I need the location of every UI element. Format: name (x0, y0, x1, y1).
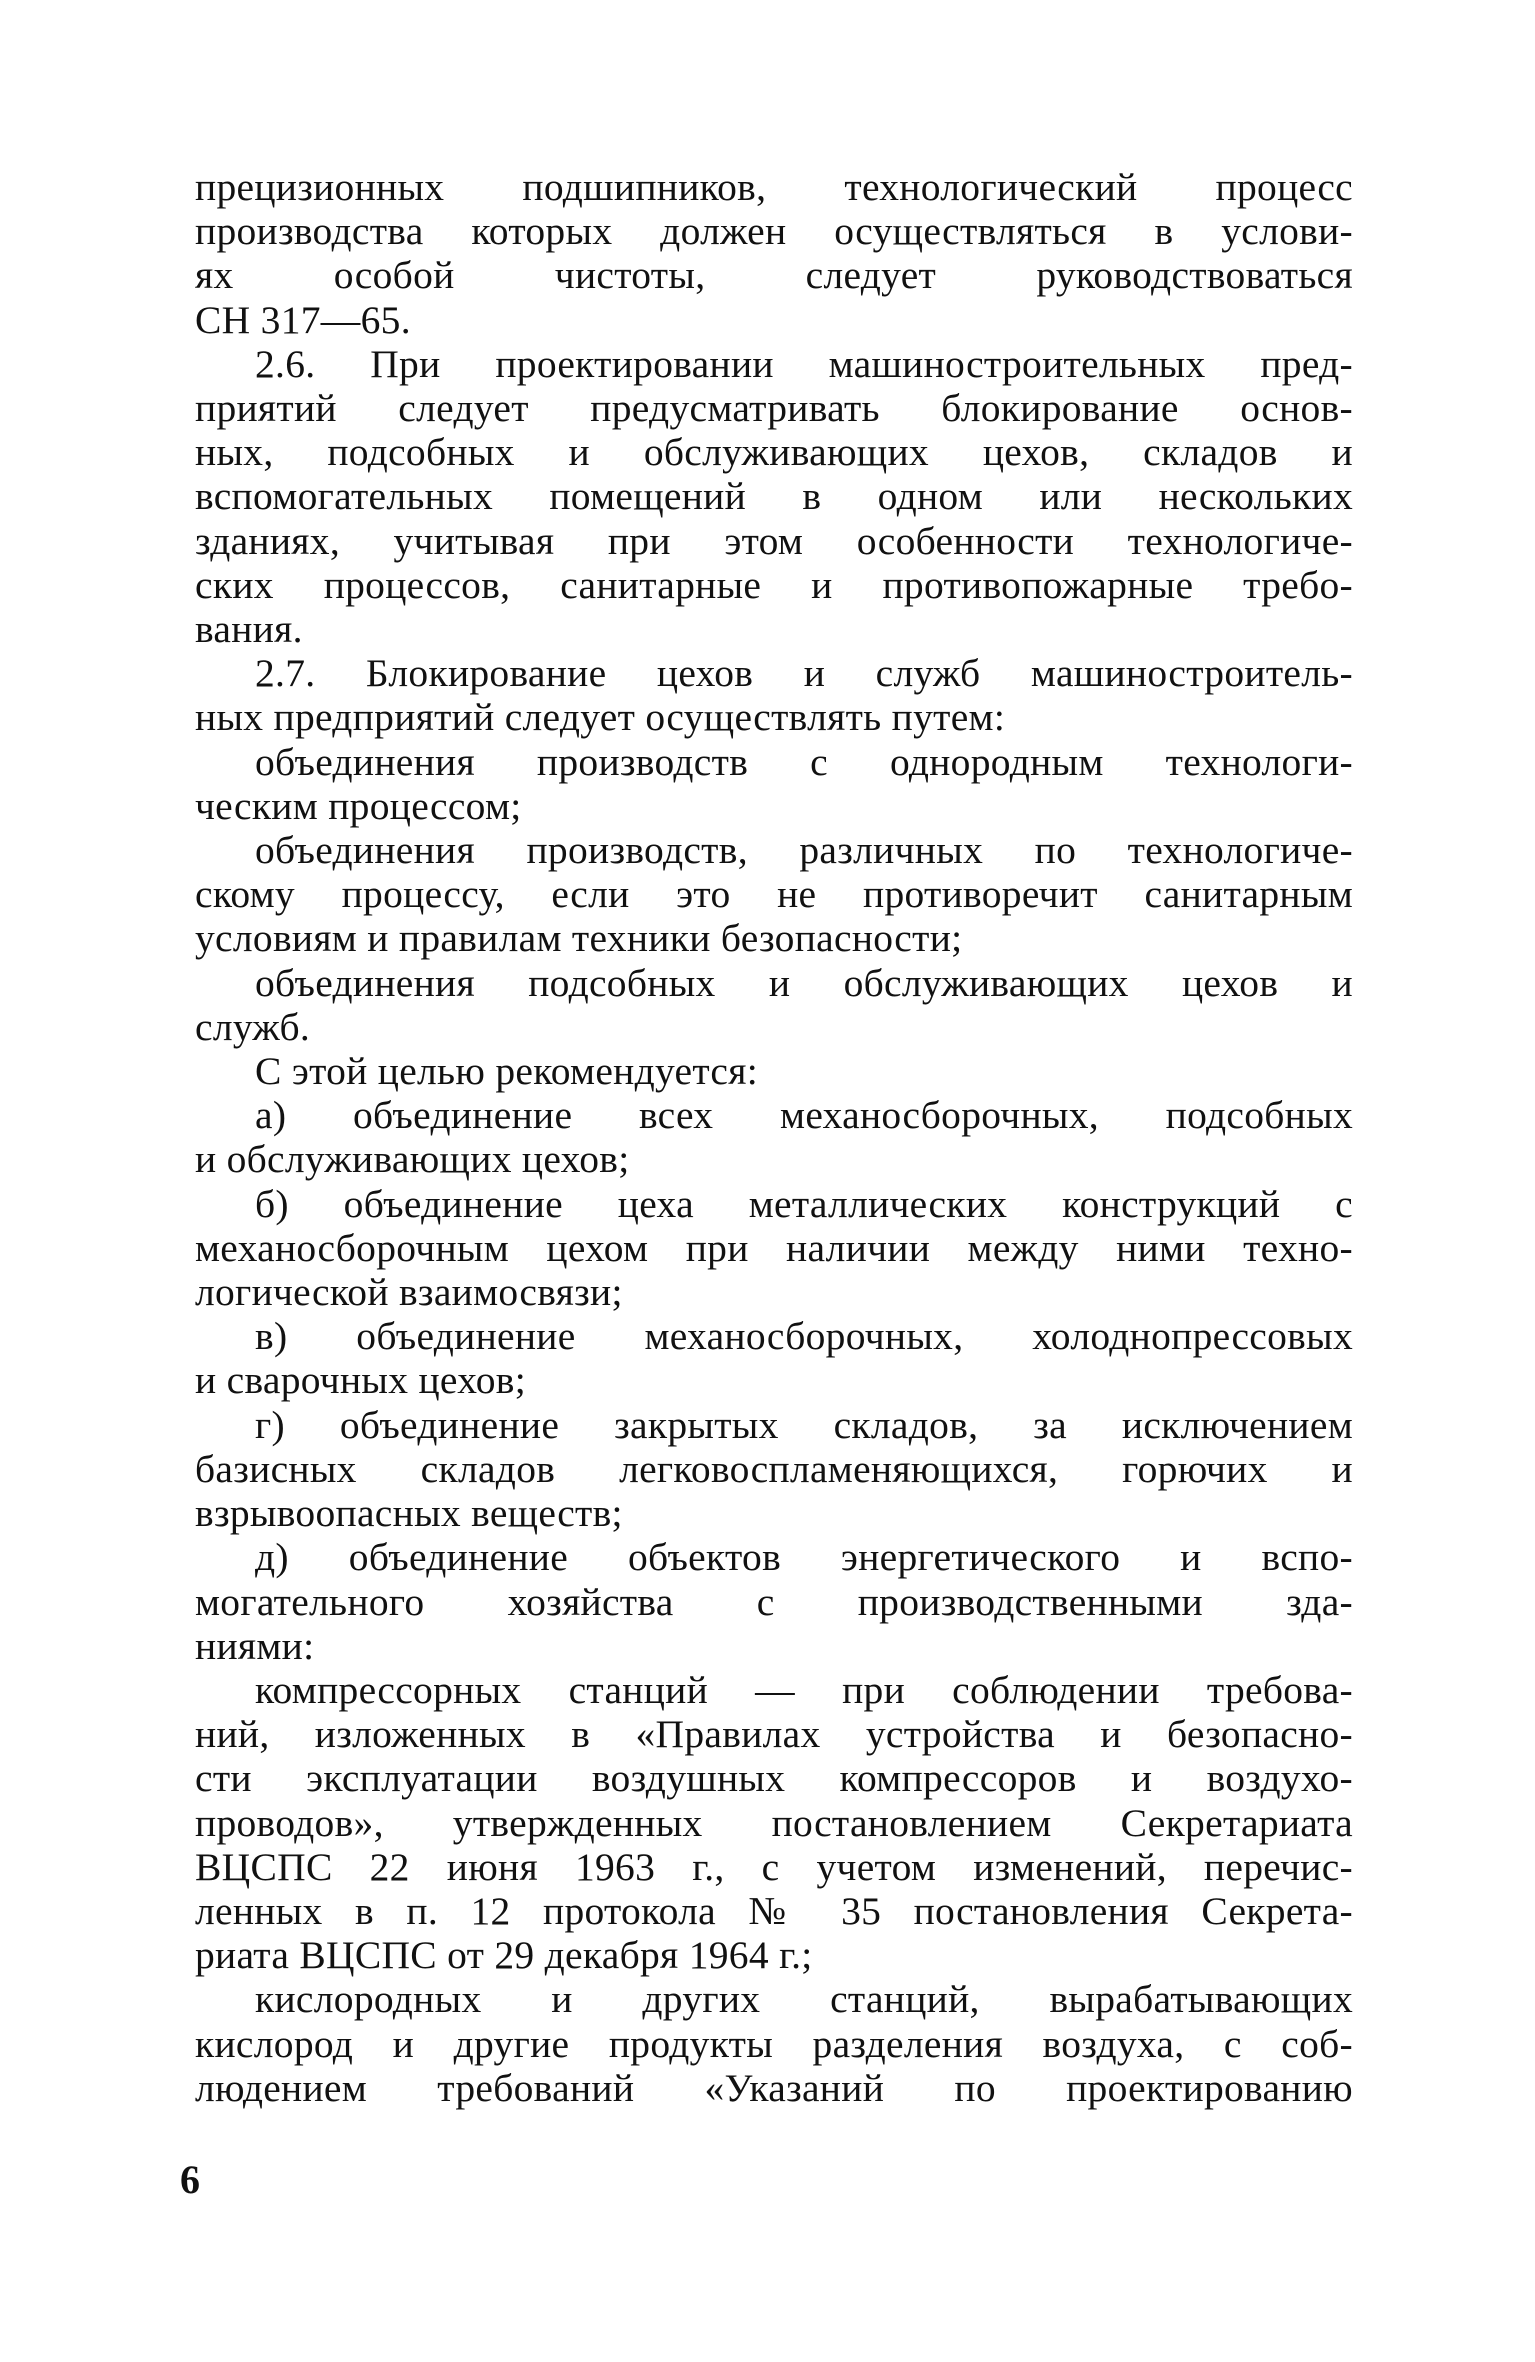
text-line: ленных в п. 12 протокола № 35 постановления Секрета- (195, 1888, 1353, 1933)
document-page (195, 165, 1353, 2110)
text-line: могательного хозяйства с производственными зда- (195, 1579, 1353, 1624)
text-line: объединения производств с однородным технологи- (255, 739, 1353, 784)
section-2-7-line: 2.7. Блокирование цехов и служб машиностроитель- (255, 651, 1353, 696)
text-line: ниями: (195, 1623, 315, 1668)
text-line: людением требований «Указаний по проектированию (195, 2065, 1353, 2110)
text-line: компрессорных станций — при соблюдении требова- (255, 1667, 1353, 1712)
list-item-a: а) объединение всех механосборочных, подсобных (255, 1093, 1353, 1138)
list-item-d: д) объединение объектов энергетического и вспо- (255, 1535, 1353, 1580)
text-line: скому процессу, если это не противоречит санитарным (195, 872, 1353, 917)
text-line: ных предприятий следует осуществлять путем: (195, 695, 1006, 740)
text-line: вспомогательных помещений в одном или нескольких (195, 474, 1353, 519)
text-line: проводов», утвержденных постановлением Секретариата (195, 1800, 1353, 1845)
text-line: риата ВЦСПС от 29 декабря 1964 г.; (195, 1933, 813, 1978)
text-line: производства которых должен осуществляться в услови- (195, 209, 1353, 254)
text-line: кислородных и других станций, вырабатывающих (255, 1977, 1353, 2022)
text-line: С этой целью рекомендуется: (255, 1049, 758, 1094)
text-line: ях особой чистоты, следует руководствоваться (195, 253, 1353, 298)
text-line: взрывоопасных веществ; (195, 1491, 623, 1536)
list-item-v: в) объединение механосборочных, холоднопрессовых (255, 1314, 1353, 1359)
text-line: объединения производств, различных по технологиче- (255, 828, 1353, 873)
text-line: логической взаимосвязи; (195, 1270, 623, 1315)
text-line: механосборочным цехом при наличии между ними техно- (195, 1225, 1353, 1270)
text-line: ний, изложенных в «Правилах устройства и безопасно- (195, 1712, 1353, 1757)
text-line: и сварочных цехов; (195, 1358, 527, 1403)
text-line: ных, подсобных и обслуживающих цехов, складов и (195, 430, 1353, 475)
list-item-b: б) объединение цеха металлических конструкций с (255, 1181, 1353, 1226)
text-line: сти эксплуатации воздушных компрессоров и воздухо- (195, 1756, 1353, 1801)
section-2-6-line: 2.6. При проектировании машиностроительных пред- (255, 341, 1353, 386)
text-line: вания. (195, 607, 303, 652)
text-line: зданиях, учитывая при этом особенности технологиче- (195, 518, 1353, 563)
text-line: ВЦСПС 22 июня 1963 г., с учетом изменений, перечис- (195, 1844, 1353, 1889)
text-line: ских процессов, санитарные и противопожарные требо- (195, 562, 1353, 607)
text-line: базисных складов легковоспламеняющихся, горючих и (195, 1446, 1353, 1491)
text-line: объединения подсобных и обслуживающих цехов и (255, 960, 1353, 1005)
text-line: условиям и правилам техники безопасности; (195, 916, 963, 961)
list-item-g: г) объединение закрытых складов, за исключением (255, 1402, 1353, 1447)
text-line: кислород и другие продукты разделения воздуха, с соб- (195, 2021, 1353, 2066)
text-line: прецизионных подшипников, технологический процесс (195, 165, 1353, 209)
text-line: СН 317—65. (195, 297, 411, 342)
text-line: служб. (195, 1004, 311, 1049)
text-line: и обслуживающих цехов; (195, 1137, 630, 1182)
text-line: ческим процессом; (195, 783, 522, 828)
text-line: приятий следует предусматривать блокирование основ- (195, 386, 1353, 431)
page-number: 6 (180, 2157, 200, 2202)
